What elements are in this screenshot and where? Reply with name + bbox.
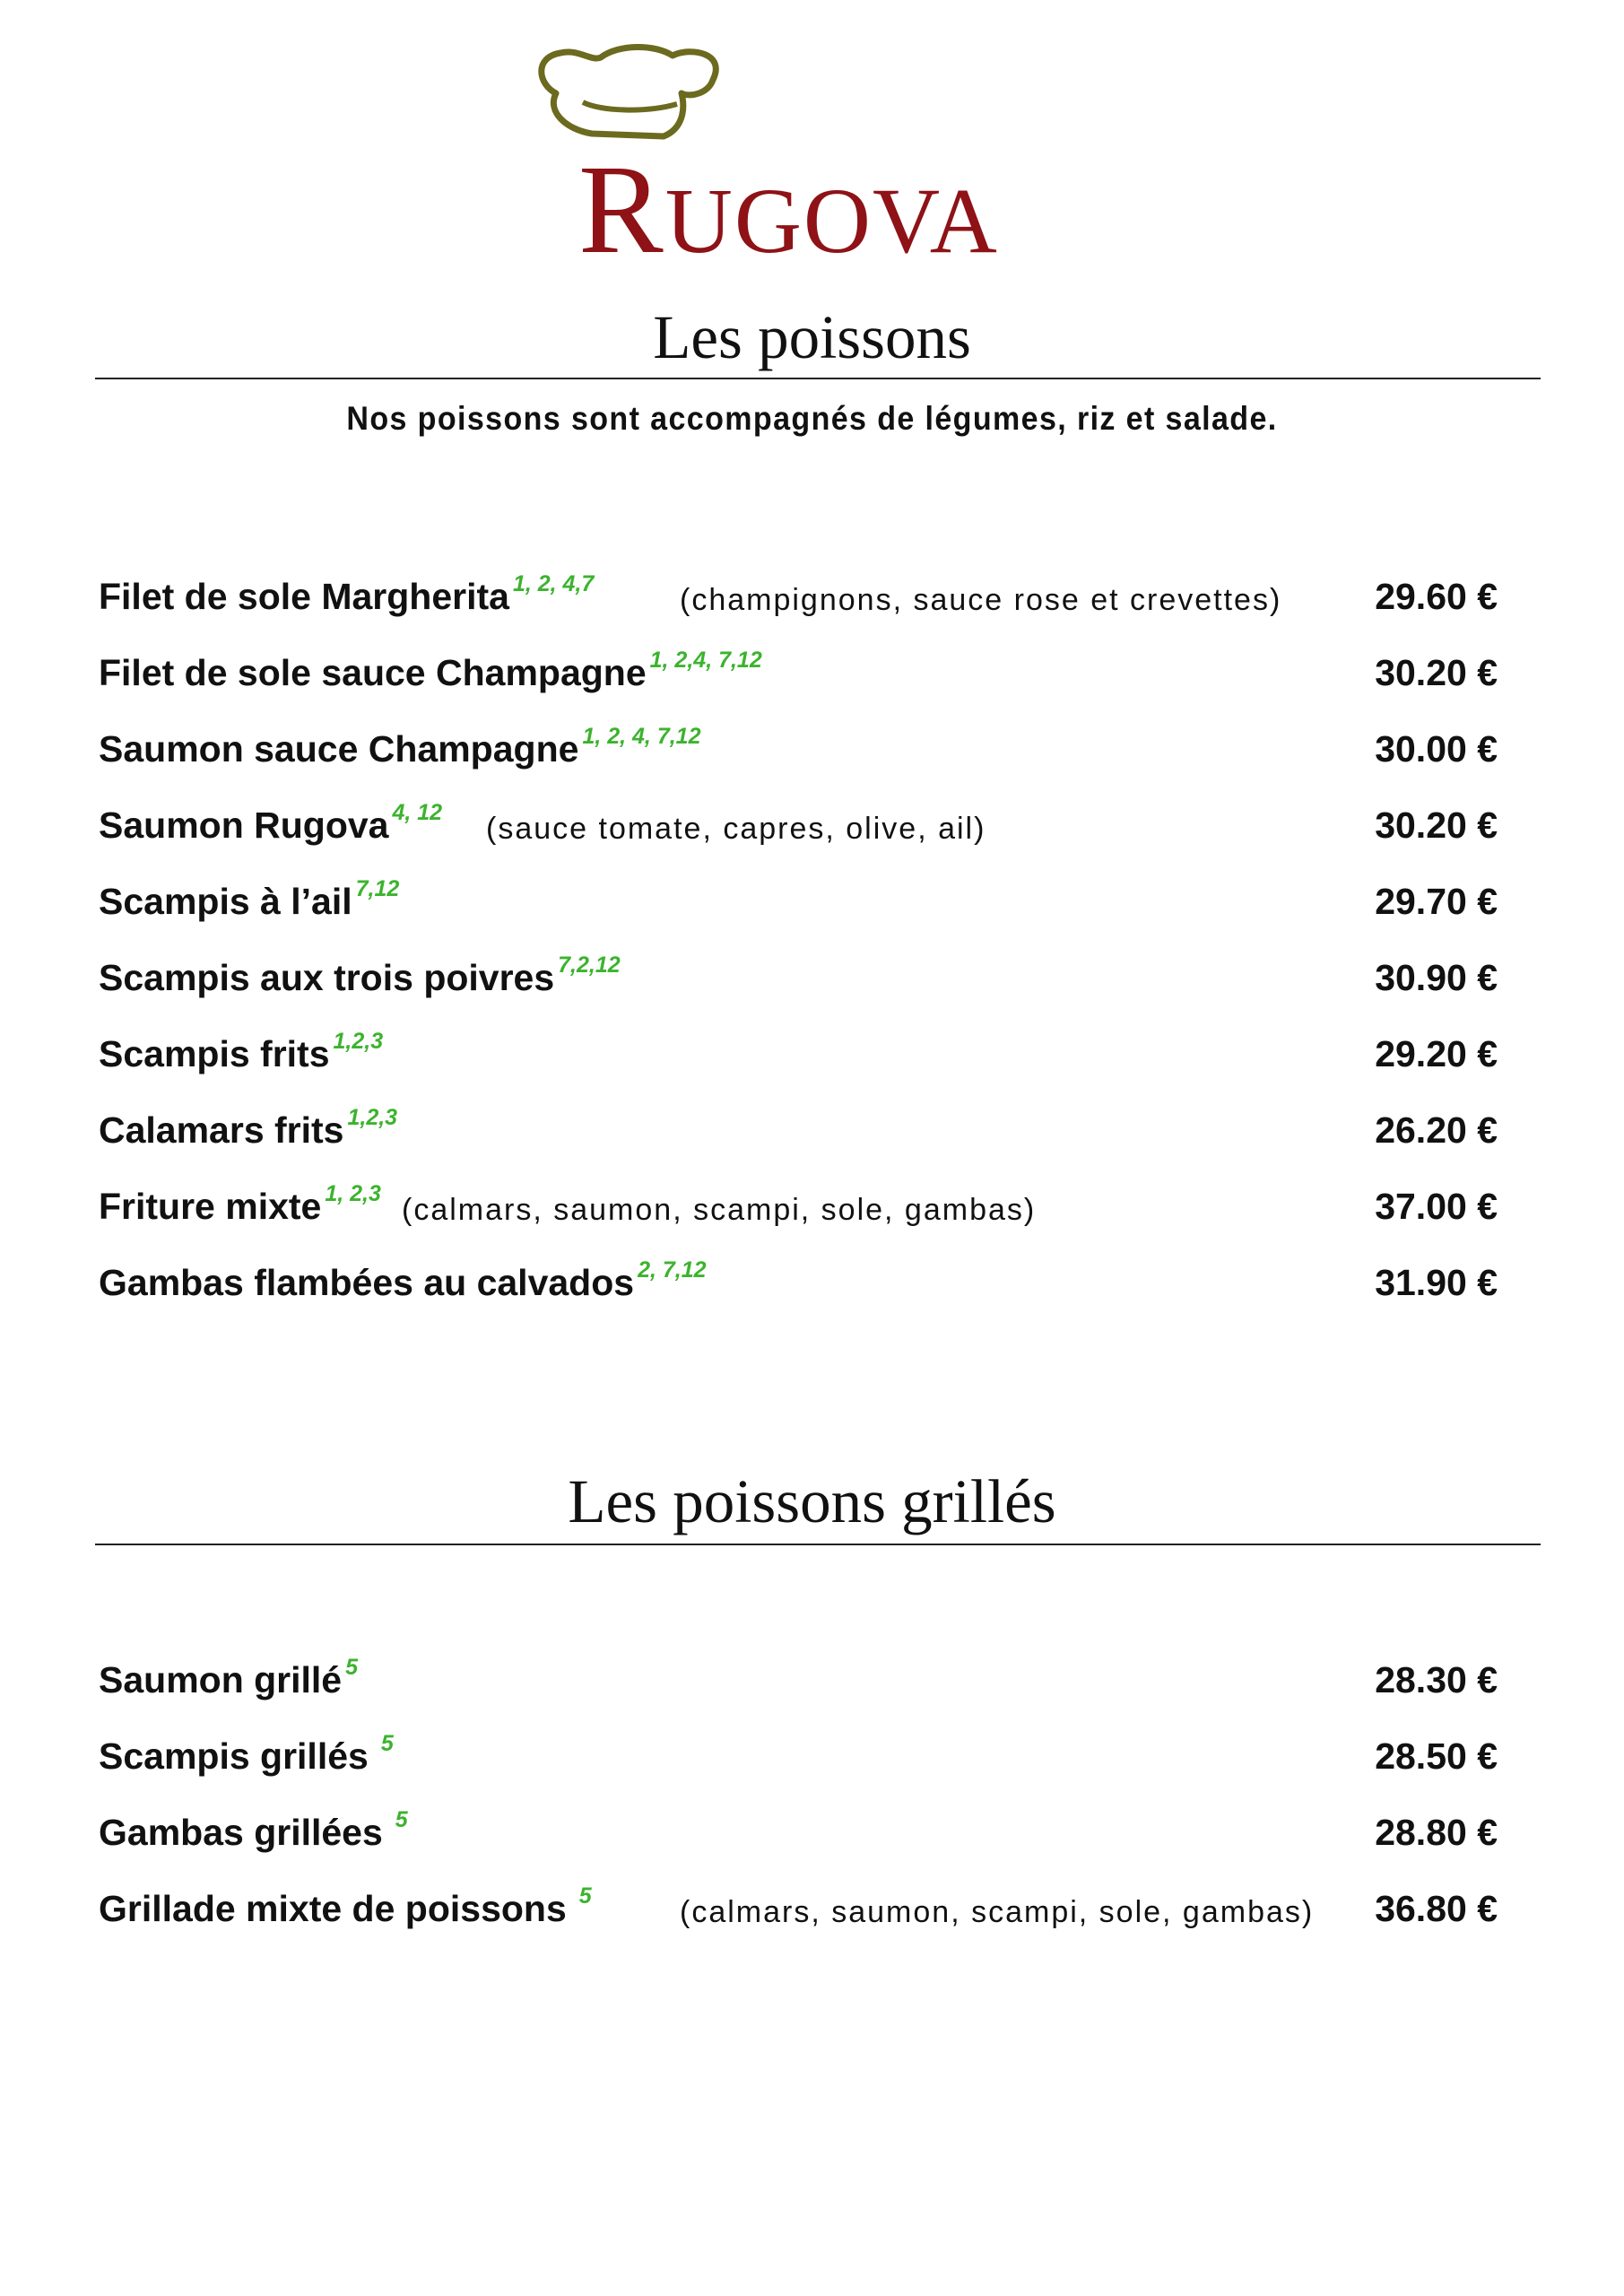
menu-item (99, 724, 1498, 782)
item-note: (calmars, saumon, scampi, sole, gambas) (680, 1895, 1315, 1929)
allergen-codes: 4, 12 (392, 800, 443, 825)
menu-item (99, 1029, 1498, 1087)
item-note: (sauce tomate, capres, olive, ail) (486, 812, 986, 846)
menu-item (99, 1655, 1498, 1713)
item-price: 29.20 € (1375, 1033, 1498, 1074)
menu-item (99, 571, 1498, 630)
allergen-codes: 1, 2, 4,7 (512, 571, 595, 596)
item-name: Scampis aux trois poivres $^{7,2,12}$ (99, 952, 621, 998)
menu-item (99, 876, 1498, 935)
menu-item (99, 1807, 1498, 1866)
menu-item (99, 1181, 1498, 1239)
section-divider (95, 378, 1541, 379)
item-price: 37.00 € (1375, 1186, 1498, 1227)
menu-item (99, 1257, 1498, 1316)
item-name: Saumon grillé $^5$ (99, 1655, 359, 1700)
item-price: 30.20 € (1375, 804, 1498, 846)
section-subtitle: Nos poissons sont accompagnés de légumes, riz et salade. (346, 400, 1278, 437)
item-note: (champignons, sauce rose et crevettes) (680, 583, 1282, 617)
item-name: Calamars frits $^{1,2,3}$ (99, 1105, 398, 1151)
allergen-codes: 1, 2,3 (325, 1181, 381, 1206)
menu-item (99, 1883, 1498, 1942)
item-price: 29.70 € (1375, 881, 1498, 922)
section-divider (95, 1544, 1541, 1545)
restaurant-logo (529, 39, 1121, 280)
item-price: 28.50 € (1375, 1735, 1498, 1777)
item-name: Scampis à l’ail $^{7,12}$ (99, 876, 400, 922)
item-name: Gambas grillées $^5$ (99, 1807, 408, 1853)
section-title-poissons: Les poissons (653, 303, 971, 371)
item-price: 36.80 € (1375, 1888, 1498, 1929)
allergen-codes: 5 (380, 1731, 394, 1756)
item-name: Scampis grillés $^5$ (99, 1731, 394, 1777)
allergen-codes: 1,2,3 (347, 1105, 398, 1130)
menu-item (99, 1731, 1498, 1789)
menu-item (99, 1105, 1498, 1163)
allergen-codes: 5 (395, 1807, 408, 1832)
allergen-codes: 5 (578, 1883, 592, 1909)
chef-hat-icon (529, 39, 744, 147)
allergen-codes: 2, 7,12 (638, 1257, 707, 1283)
item-name: Saumon Rugova $^{4, 12}$ (99, 800, 443, 846)
menu-item (99, 800, 1498, 858)
section-title-poissons-grilles: Les poissons grillés (568, 1467, 1056, 1535)
item-price: 29.60 € (1375, 576, 1498, 617)
item-name: Filet de sole Margherita $^{1, 2, 4,7}$ (99, 571, 595, 617)
item-name: Friture mixte $^{1, 2,3}$ (99, 1181, 381, 1227)
item-name: Scampis frits $^{1,2,3}$ (99, 1029, 384, 1074)
item-price: 30.90 € (1375, 957, 1498, 998)
allergen-codes: 1,2,3 (333, 1029, 384, 1054)
item-name: Filet de sole sauce Champagne $^{1, 2,4, 7,12}$ (99, 648, 762, 693)
menu-item (99, 952, 1498, 1011)
allergen-codes: 7,2,12 (558, 952, 621, 978)
item-price: 31.90 € (1375, 1262, 1498, 1303)
allergen-codes: 1, 2,4, 7,12 (649, 648, 762, 673)
item-price: 26.20 € (1375, 1109, 1498, 1151)
menu-item (99, 648, 1498, 706)
item-name: Gambas flambées au calvados $^{2, 7,12}$ (99, 1257, 707, 1303)
item-price: 28.80 € (1375, 1812, 1498, 1853)
item-price: 28.30 € (1375, 1659, 1498, 1700)
item-note: (calmars, saumon, scampi, sole, gambas) (402, 1193, 1037, 1227)
allergen-codes: 7,12 (355, 876, 400, 901)
item-name: Grillade mixte de poissons $^5$ (99, 1883, 592, 1929)
allergen-codes: 1, 2, 4, 7,12 (582, 724, 701, 749)
item-price: 30.00 € (1375, 728, 1498, 770)
item-name: Saumon sauce Champagne $^{1, 2, 4, 7,12}$ (99, 724, 701, 770)
allergen-codes: 5 (345, 1655, 359, 1680)
brand-wordmark: RUGOVA (578, 138, 999, 280)
item-price: 30.20 € (1375, 652, 1498, 693)
